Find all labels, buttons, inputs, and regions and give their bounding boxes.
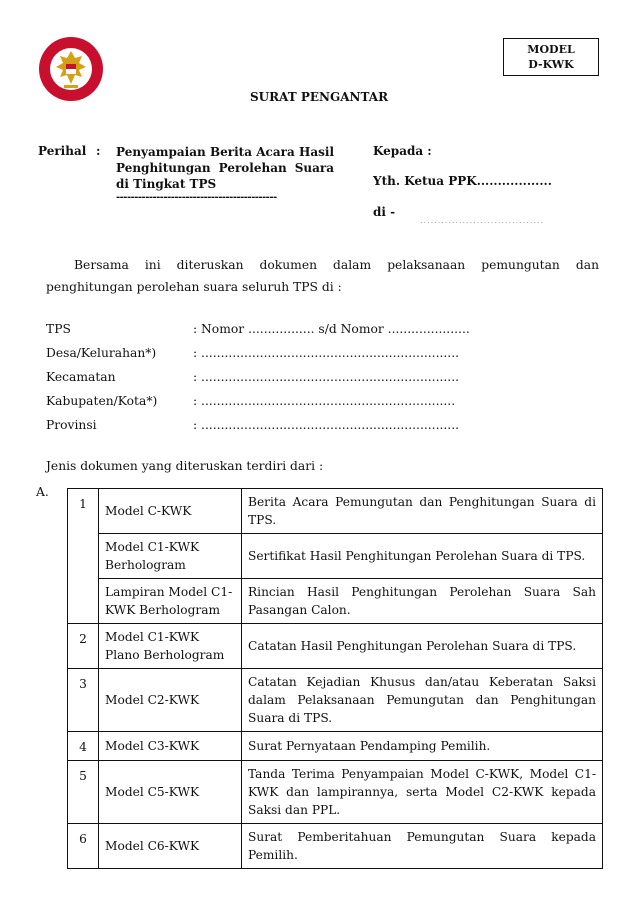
field-value-kecamatan: : .................................................................. bbox=[193, 370, 460, 384]
table-row bbox=[68, 624, 603, 669]
field-label-tps: TPS bbox=[46, 322, 71, 336]
intro-line-2: penghitungan perolehan suara seluruh TPS di : bbox=[46, 280, 342, 294]
row-number: 2 bbox=[68, 624, 99, 669]
row-model: Model C5-KWK bbox=[99, 761, 242, 824]
field-value-desa: : .................................................................. bbox=[193, 346, 460, 360]
row-number bbox=[68, 534, 99, 579]
documents-table bbox=[67, 488, 603, 869]
kepada-label: Kepada : bbox=[373, 144, 432, 158]
row-model: Model C-KWK bbox=[99, 489, 242, 534]
perihal-colon: : bbox=[96, 144, 101, 158]
table-row bbox=[68, 732, 603, 761]
row-number: 3 bbox=[68, 669, 99, 732]
table-row bbox=[68, 761, 603, 824]
row-description: Sertifikat Hasil Penghitungan Perolehan Suara di TPS. bbox=[242, 534, 603, 579]
field-value-tps: : Nomor ................. s/d Nomor ..................... bbox=[193, 322, 470, 336]
table-row bbox=[68, 489, 603, 534]
field-label-desa: Desa/Kelurahan*) bbox=[46, 346, 157, 360]
row-description: Surat Pernyataan Pendamping Pemilih. bbox=[242, 732, 603, 761]
field-label-kecamatan: Kecamatan bbox=[46, 370, 116, 384]
recipient-di: di - bbox=[373, 205, 396, 219]
row-model: Model C6-KWK bbox=[99, 824, 242, 869]
field-value-provinsi: : .................................................................. bbox=[193, 418, 460, 432]
row-description: Berita Acara Pemungutan dan Penghitungan Suara di TPS. bbox=[242, 489, 603, 534]
table-row bbox=[68, 669, 603, 732]
row-model: Model C3-KWK bbox=[99, 732, 242, 761]
row-description: Catatan Kejadian Khusus dan/atau Keberatan Saksi dalam Pelaksanaan Pemungutan dan Penghitungan Suara di TPS. bbox=[242, 669, 603, 732]
page-title: SURAT PENGANTAR bbox=[249, 90, 389, 104]
table-row bbox=[68, 824, 603, 869]
field-value-kabupaten: : ................................................................. bbox=[193, 394, 456, 408]
row-number bbox=[68, 579, 99, 624]
intro-line-1: Bersama ini diteruskan dokumen dalam pelaksanaan pemungutan dan bbox=[74, 258, 599, 272]
row-description: Catatan Hasil Penghitungan Perolehan Suara di TPS. bbox=[242, 624, 603, 669]
recipient-di-dots: ................................... bbox=[420, 216, 545, 225]
row-number: 1 bbox=[68, 489, 99, 534]
jenis-dokumen-label: Jenis dokumen yang diteruskan terdiri dari : bbox=[46, 459, 324, 473]
row-model: Lampiran Model C1-KWK Berhologram bbox=[99, 579, 242, 624]
recipient-yth: Yth. Ketua PPK.................. bbox=[373, 174, 552, 188]
row-model: Model C2-KWK bbox=[99, 669, 242, 732]
perihal-text: Penyampaian Berita Acara Hasil Penghitungan Perolehan Suara di Tingkat TPS bbox=[116, 145, 334, 191]
perihal-label: Perihal bbox=[38, 144, 87, 158]
field-label-provinsi: Provinsi bbox=[46, 418, 97, 432]
model-code-box bbox=[503, 38, 599, 76]
row-number: 4 bbox=[68, 732, 99, 761]
perihal-underline: -------------------------------------------- bbox=[116, 192, 277, 203]
field-label-kabupaten: Kabupaten/Kota*) bbox=[46, 394, 158, 408]
row-description: Surat Pemberitahuan Pemungutan Suara kepada Pemilih. bbox=[242, 824, 603, 869]
row-model: Model C1-KWK Berhologram bbox=[99, 534, 242, 579]
table-row bbox=[68, 579, 603, 624]
model-code: D-KWK bbox=[528, 58, 574, 71]
row-description: Tanda Terima Penyampaian Model C-KWK, Model C1-KWK dan lampirannya, serta Model C2-KWK kepada Saksi dan PPL. bbox=[242, 761, 603, 824]
model-label: MODEL bbox=[527, 43, 575, 56]
table-row bbox=[68, 534, 603, 579]
section-a-label: A. bbox=[36, 485, 49, 499]
row-number: 6 bbox=[68, 824, 99, 869]
row-model: Model C1-KWK Plano Berhologram bbox=[99, 624, 242, 669]
row-number: 5 bbox=[68, 761, 99, 824]
row-description: Rincian Hasil Penghitungan Perolehan Suara Sah Pasangan Calon. bbox=[242, 579, 603, 624]
